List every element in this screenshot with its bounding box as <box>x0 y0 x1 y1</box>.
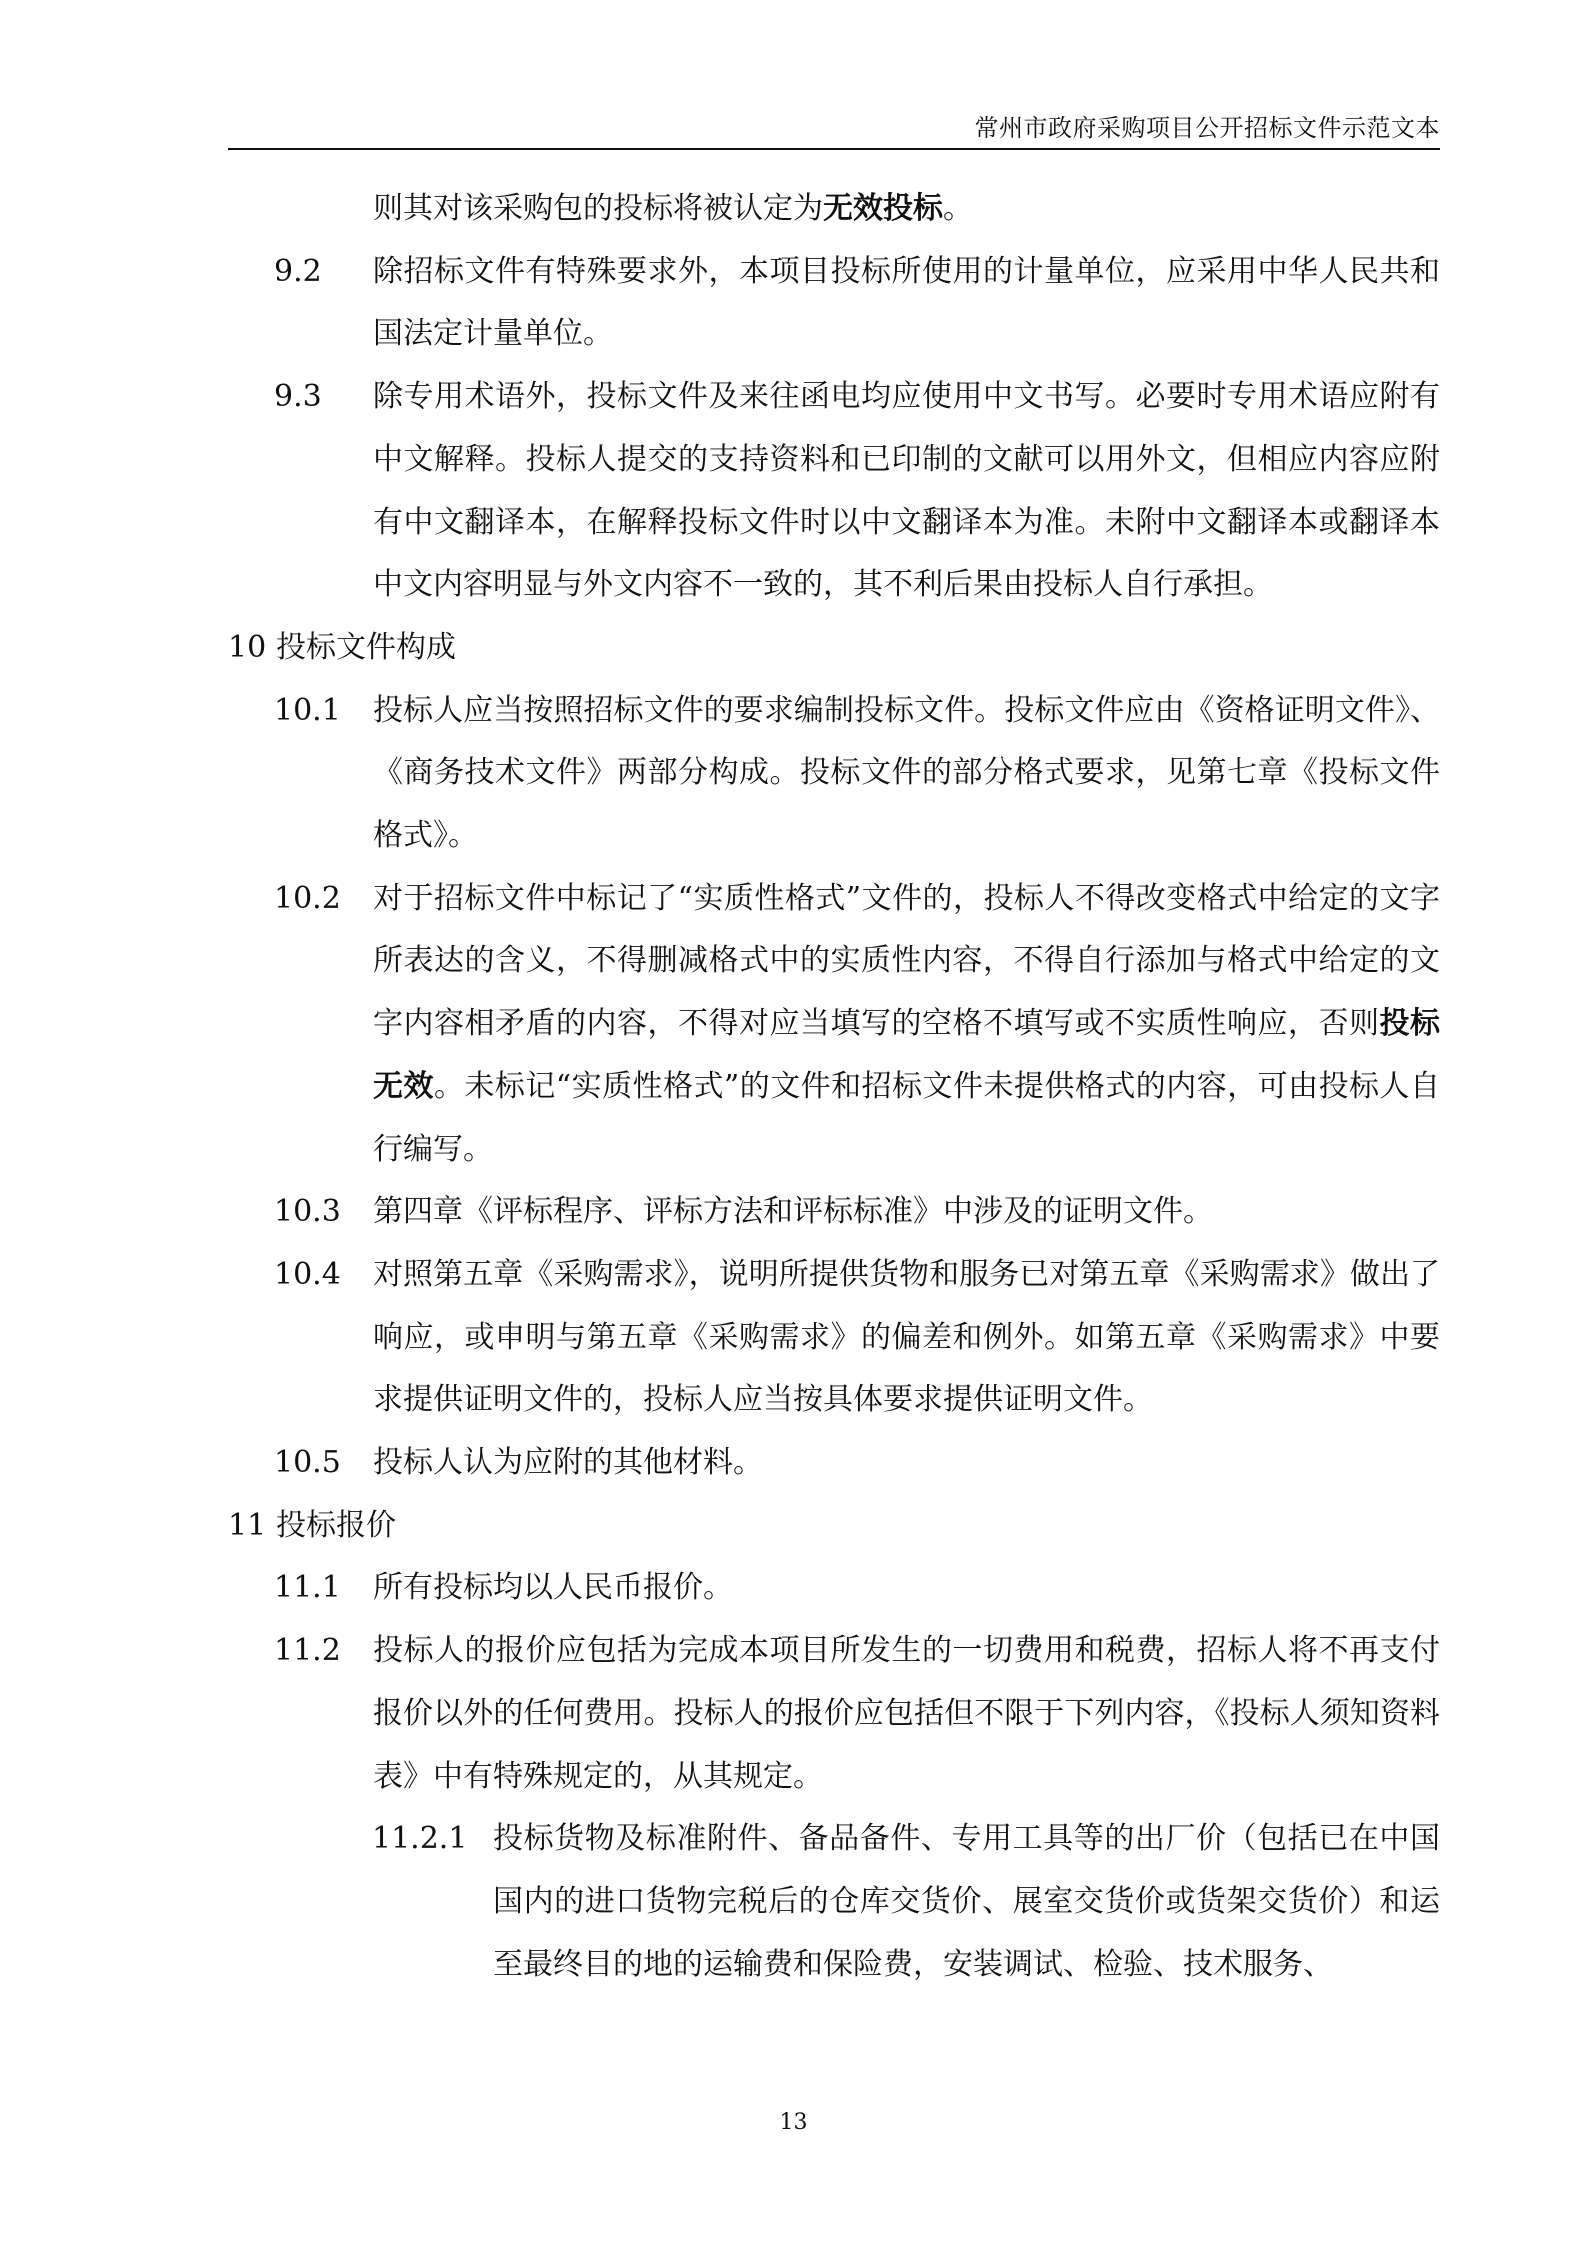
section-heading <box>228 617 1440 680</box>
clause-text <box>373 1557 1440 1620</box>
clause <box>372 1808 1440 1996</box>
text-run: 投标人应当按照招标文件的要求编制投标文件。投标文件应由《资格证明文件》、《商务技术文件》两部分构成。投标文件的部分格式要求，见第七章《投标文件格式》。 <box>373 692 1440 854</box>
text-run: 除专用术语外，投标文件及来往函电均应使用中文书写。必要时专用术语应附有中文解释。投标人提交的支持资料和已印制的文献可以用外文，但相应内容应附有中文翻译本，在解释投标文件时以中文翻译本为准。未附中文翻译本或翻译本中文内容明显与外文内容不一致的，其不利后果由投标人自行承担。 <box>373 379 1440 603</box>
section-heading <box>228 1495 1440 1558</box>
clause <box>274 1432 1440 1495</box>
clause-text <box>373 1244 1440 1432</box>
text-run: 除招标文件有特殊要求外，本项目投标所使用的计量单位，应采用中华人民共和国法定计量单位。 <box>373 253 1440 352</box>
clause <box>274 1620 1440 1808</box>
clause-number: 11.2 <box>274 1633 341 1669</box>
clause <box>274 868 1440 1182</box>
header-rule <box>228 148 1440 150</box>
text-run: 投标人的报价应包括为完成本项目所发生的一切费用和税费，招标人将不再支付报价以外的任何费用。投标人的报价应包括但不限于下列内容，《投标人须知资料表》中有特殊规定的，从其规定。 <box>373 1633 1440 1794</box>
clause-number: 10.2 <box>274 880 341 916</box>
clause-text <box>276 1495 1440 1558</box>
text-run: 投标报价 <box>276 1507 396 1543</box>
clause-text <box>373 1432 1440 1495</box>
text-run: 第四章《评标程序、评标方法和评标标准》中涉及的证明文件。 <box>373 1194 1213 1230</box>
clause-text <box>276 617 1440 680</box>
clause-text <box>373 1620 1440 1808</box>
clause-text <box>373 366 1440 617</box>
text-run: 。未标记“实质性格式”的文件和招标文件未提供格式的内容，可由投标人自行编写。 <box>373 1068 1440 1167</box>
clause-text <box>373 1181 1440 1244</box>
text-run: 。 <box>943 191 973 226</box>
clause <box>274 1181 1440 1244</box>
clause-text <box>373 868 1440 1182</box>
clause-number: 11 <box>228 1507 267 1543</box>
clause <box>274 680 1440 868</box>
clause <box>274 241 1440 366</box>
text-run: 所有投标均以人民币报价。 <box>373 1570 733 1606</box>
page-number: 13 <box>779 2110 808 2135</box>
text-run: 对照第五章《采购需求》，说明所提供货物和服务已对第五章《采购需求》做出了响应，或申明与第五章《采购需求》的偏差和例外。如第五章《采购需求》中要求提供证明文件的，投标人应当按具体要求提供证明文件。 <box>373 1256 1440 1418</box>
clause-number: 10 <box>228 629 267 665</box>
clause <box>274 366 1440 617</box>
clause <box>274 1557 1440 1620</box>
clause-text <box>373 680 1440 868</box>
emphasis-text: 投标无效 <box>373 1006 1440 1104</box>
clause-number: 11.2.1 <box>372 1821 468 1857</box>
clause <box>274 1244 1440 1432</box>
emphasis-text: 无效投标 <box>823 191 943 226</box>
clause-number: 10.3 <box>274 1194 341 1230</box>
clause-text <box>373 178 1440 241</box>
text-run: 投标人认为应附的其他材料。 <box>373 1445 763 1481</box>
text-run: 投标文件构成 <box>276 629 456 665</box>
clause-number: 10.4 <box>274 1256 341 1292</box>
running-header: 常州市政府采购项目公开招标文件示范文本 <box>974 114 1440 142</box>
clause-number: 9.3 <box>274 379 322 415</box>
clause-number: 10.5 <box>274 1445 341 1481</box>
clause-text <box>373 241 1440 366</box>
clause-number: 10.1 <box>274 692 341 728</box>
clause-number: 9.2 <box>274 253 322 289</box>
clause <box>373 178 1440 241</box>
clause-number: 11.1 <box>274 1570 341 1606</box>
text-run: 投标货物及标准附件、备品备件、专用工具等的出厂价（包括已在中国国内的进口货物完税后的仓库交货价、展室交货价或货架交货价）和运至最终目的地的运输费和保险费，安装调试、检验、技术服务、 <box>493 1821 1440 1982</box>
document-body <box>228 178 1440 1996</box>
text-run: 则其对该采购包的投标将被认定为 <box>373 191 823 226</box>
clause-text <box>493 1808 1440 1996</box>
text-run: 对于招标文件中标记了“实质性格式”文件的，投标人不得改变格式中给定的文字所表达的含义，不得删减格式中的实质性内容，不得自行添加与格式中给定的文字内容相矛盾的内容，不得对应当填写的空格不填写或不实质性响应，否则 <box>373 880 1440 1042</box>
